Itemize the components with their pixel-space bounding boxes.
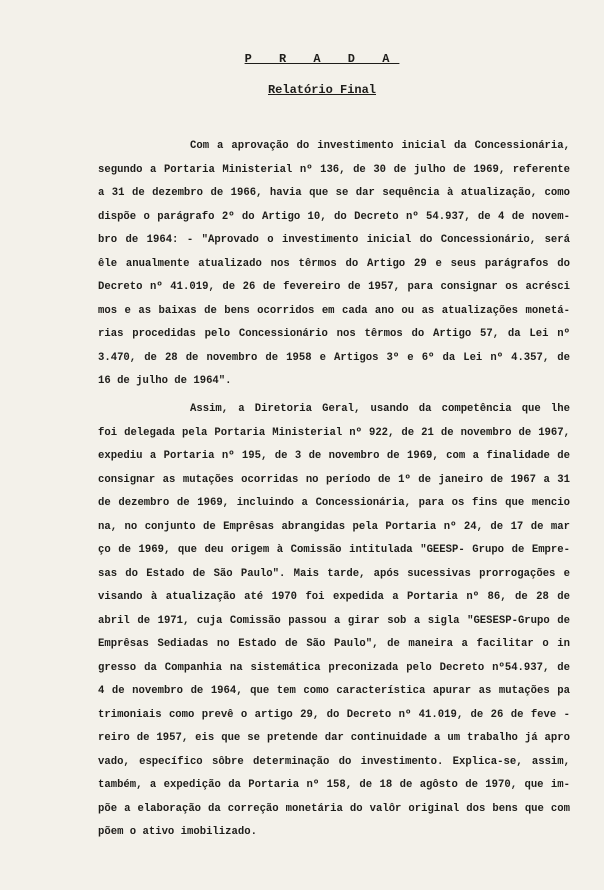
text-line: bro de 1964: - "Aprovado o investimento inicial do Concessionário, será	[98, 234, 570, 246]
text-line: na, no conjunto de Emprêsas abrangidas pela Portaria nº 24, de 17 de mar	[98, 520, 570, 533]
text-line: êle anualmente atualizado nos têrmos do Artigo 29 e seus parágrafos do	[98, 257, 570, 270]
text-line: põem o ativo imobilizado.	[98, 826, 257, 838]
text-line: visando à atualização até 1970 foi expedida a Portaria nº 86, de 28 de	[98, 591, 570, 603]
document-subtitle: Relatório Final	[267, 83, 377, 97]
text-line: ço de 1969, que deu origem à Comissão intitulada "GEESP- Grupo de Empre-	[98, 544, 570, 556]
text-line: mos e as baixas de bens ocorridos em cada ano ou as atualizações monetá-	[98, 304, 570, 317]
text-line: 16 de julho de 1964".	[98, 375, 232, 387]
text-line: rias procedidas pelo Concessionário nos têrmos do Artigo 57, da Lei nº	[98, 328, 570, 340]
text-line: põe a elaboração da correção monetária do valôr original dos bens que com	[98, 802, 570, 815]
text-line: de dezembro de 1969, incluindo a Concessionária, para os fins que mencio	[98, 497, 570, 509]
text-line: 4 de novembro de 1964, que tem como característica apurar as mutações pa	[98, 685, 570, 697]
text-line: gresso da Companhia na sistemática preconizada pelo Decreto nº54.937, de	[98, 661, 570, 674]
text-line: consignar as mutações ocorridas no período de 1º de janeiro de 1967 a 31	[98, 473, 570, 486]
text-line: vado, específico sôbre determinação do investimento. Explica-se, assim,	[98, 755, 570, 768]
text-line: a 31 de dezembro de 1966, havia que se dar sequência à atualização, como	[98, 187, 570, 199]
text-line: também, a expedição da Portaria nº 158, de 18 de agôsto de 1970, que im-	[98, 779, 570, 791]
text-line: segundo a Portaria Ministerial nº 136, de 30 de julho de 1969, referente	[98, 163, 570, 176]
text-line: Assim, a Diretoria Geral, usando da competência que lhe	[190, 403, 570, 415]
text-line: 3.470, de 28 de novembro de 1958 e Artigos 3º e 6º da Lei nº 4.357, de	[98, 351, 570, 364]
text-line: trimoniais como prevê o artigo 29, do Decreto nº 41.019, de 26 de feve -	[98, 708, 570, 721]
text-line: expediu a Portaria nº 195, de 3 de novembro de 1969, com a finalidade de	[98, 450, 570, 462]
text-line: Com a aprovação do investimento inicial da Concessionária,	[190, 140, 570, 152]
text-line: sas do Estado de São Paulo". Mais tarde, após sucessivas prorrogações e	[98, 567, 570, 580]
text-line: foi delegada pela Portaria Ministerial nº 922, de 21 de novembro de 1967,	[98, 426, 570, 439]
text-line: dispõe o parágrafo 2º do Artigo 10, do Decreto nº 54.937, de 4 de novem-	[98, 210, 570, 223]
text-line: abril de 1971, cuja Comissão passou a girar sob a sigla "GESESP-Grupo de	[98, 614, 570, 627]
text-line: Emprêsas Sediadas no Estado de São Paulo", de maneira a facilitar o in	[98, 638, 570, 650]
text-line: reiro de 1957, eis que se pretende dar continuidade a um trabalho já apro	[98, 732, 570, 744]
text-line: Decreto nº 41.019, de 26 de fevereiro de 1957, para consignar os acrésci	[98, 281, 570, 293]
document-title: P R A D A	[244, 52, 400, 66]
